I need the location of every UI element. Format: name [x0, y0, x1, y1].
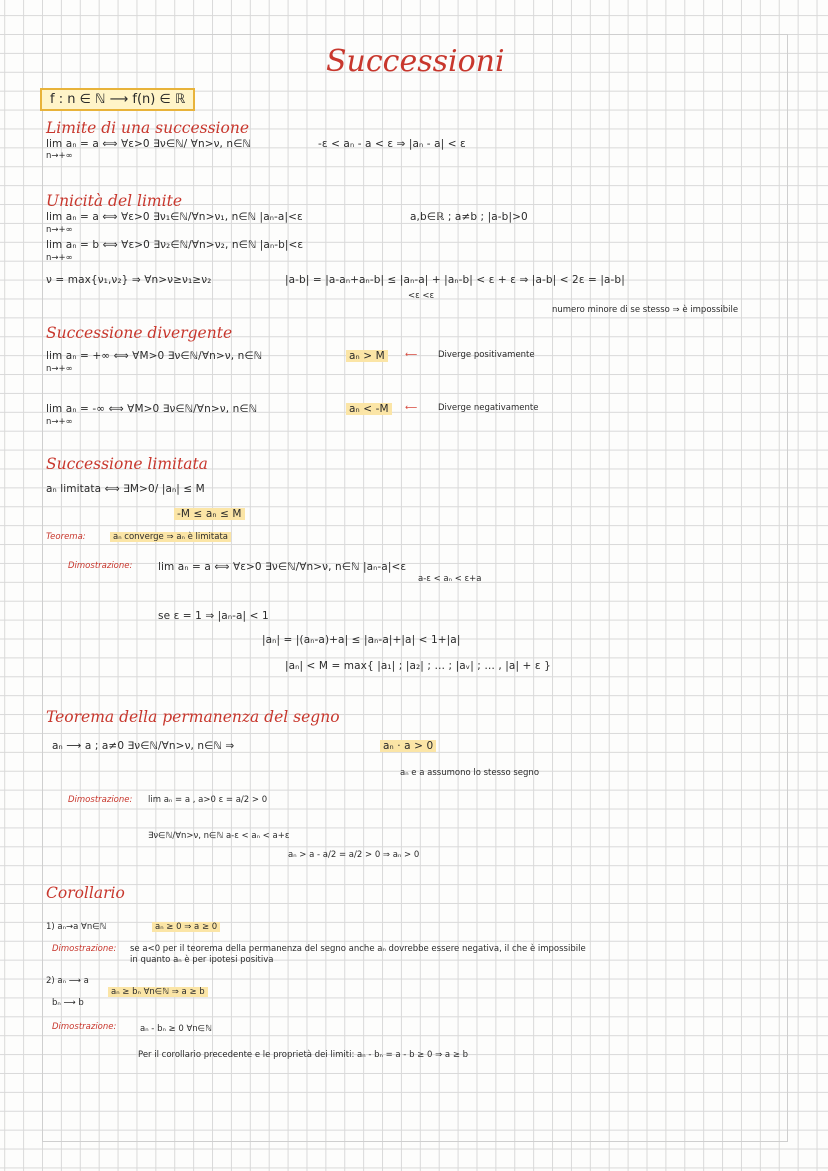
corollario-2-dim: aₙ - bₙ ≥ 0 ∀n∈ℕ [140, 1024, 212, 1034]
unicita-hypothesis: a,b∈ℝ ; a≠b ; |a-b|>0 [410, 211, 528, 223]
limite-line-b: -ε < aₙ - a < ε ⇒ |aₙ - a| < ε [318, 138, 466, 150]
permanenza-dim-1: lim aₙ = a , a>0 ε = a/2 > 0 [148, 795, 268, 805]
divergente-line-1: lim aₙ = +∞ ⟺ ∀M>0 ∃ν∈ℕ/∀n>ν, n∈ℕ [46, 350, 263, 362]
unicita-under: <ε <ε [408, 291, 435, 301]
corollario-1-dim-2: in quanto aₙ è per ipotesi positiva [130, 955, 274, 965]
heading-corollario: Corollario [46, 884, 125, 902]
permanenza-highlight: aₙ · a > 0 [380, 740, 436, 752]
heading-divergente: Successione divergente [46, 324, 233, 342]
dimostrazione-label: Dimostrazione: [68, 561, 133, 571]
limite-line: lim aₙ = a ⟺ ∀ε>0 ∃ν∈ℕ/ ∀n>ν, n∈ℕ [46, 138, 251, 150]
permanenza-line-1: aₙ ⟶ a ; a≠0 ∃ν∈ℕ/∀n>ν, n∈ℕ ⇒ [52, 740, 235, 752]
definition-box: f : n ∈ ℕ ⟶ f(n) ∈ ℝ [40, 88, 195, 111]
heading-permanenza: Teorema della permanenza del segno [46, 708, 340, 726]
limitata-dim-3: |aₙ| = |(aₙ-a)+a| ≤ |aₙ-a|+|a| < 1+|a| [262, 634, 461, 646]
divergente-highlight-1: aₙ > M [346, 350, 388, 362]
teorema-statement: aₙ converge ⇒ aₙ è limitata [110, 532, 231, 542]
permanenza-dim-2: ∃ν∈ℕ/∀n>ν, n∈ℕ a-ε < aₙ < a+ε [148, 831, 290, 841]
corollario-1-highlight: aₙ ≥ 0 ⇒ a ≥ 0 [152, 922, 220, 932]
arrow-left-icon: ⟵ [405, 350, 418, 360]
limite-sub: n→+∞ [46, 151, 73, 161]
corollario-2a: 2) aₙ ⟶ a [46, 976, 89, 986]
permanenza-note: aₙ e a assumono lo stesso segno [400, 768, 540, 778]
limitata-highlight: -M ≤ aₙ ≤ M [174, 508, 245, 520]
dimostrazione-label: Dimostrazione: [52, 1022, 117, 1032]
corollario-2-dim-2: Per il corollario precedente e le proprietà dei limiti: aₙ - bₙ = a - b ≥ 0 ⇒ a ≥ b [138, 1050, 469, 1060]
unicita-inequality: |a-b| = |a-aₙ+aₙ-b| ≤ |aₙ-a| + |aₙ-b| < ε + ε ⇒ |a-b| < 2ε = |a-b| [285, 274, 625, 286]
limitata-dim-4: |aₙ| < M = max{ |a₁| ; |a₂| ; … ; |aᵥ| ; … , |a| + ε } [285, 660, 551, 672]
unicita-note: numero minore di se stesso ⇒ è impossibile [552, 305, 739, 315]
divergente-sub-2: n→+∞ [46, 417, 73, 427]
unicita-sub-2: n→+∞ [46, 253, 73, 263]
corollario-1-dim: se a<0 per il teorema della permanenza del segno anche aₙ dovrebbe essere negativa, il che è impossibile [130, 944, 586, 954]
heading-limite: Limite di una successione [46, 119, 249, 137]
unicita-line-1: lim aₙ = a ⟺ ∀ε>0 ∃ν₁∈ℕ/∀n>ν₁, n∈ℕ |aₙ-a|<ε [46, 211, 303, 223]
corollario-1: 1) aₙ→a ∀n∈ℕ [46, 922, 107, 932]
heading-unicita: Unicità del limite [46, 192, 182, 210]
dimostrazione-label: Dimostrazione: [68, 795, 133, 805]
permanenza-dim-3: aₙ > a - a/2 = a/2 > 0 ⇒ aₙ > 0 [288, 850, 420, 860]
corollario-2b: bₙ ⟶ b [52, 998, 84, 1008]
unicita-sub-1: n→+∞ [46, 225, 73, 235]
divergente-note-2: Diverge negativamente [438, 403, 539, 413]
limitata-line-1: aₙ limitata ⟺ ∃M>0/ |aₙ| ≤ M [46, 483, 205, 495]
divergente-line-2: lim aₙ = -∞ ⟺ ∀M>0 ∃ν∈ℕ/∀n>ν, n∈ℕ [46, 403, 258, 415]
divergente-sub-1: n→+∞ [46, 364, 73, 374]
corollario-2-highlight: aₙ ≥ bₙ ∀n∈ℕ ⇒ a ≥ b [108, 987, 208, 997]
page-title: Successioni [326, 44, 505, 79]
teorema-label: Teorema: [46, 532, 86, 542]
divergente-note-1: Diverge positivamente [438, 350, 535, 360]
unicita-line-3: ν = max{ν₁,ν₂} ⇒ ∀n>ν≥ν₁≥ν₂ [46, 274, 212, 286]
heading-limitata: Successione limitata [46, 455, 208, 473]
divergente-highlight-2: aₙ < -M [346, 403, 392, 415]
arrow-left-icon: ⟵ [405, 403, 418, 413]
unicita-line-2: lim aₙ = b ⟺ ∀ε>0 ∃ν₂∈ℕ/∀n>ν₂, n∈ℕ |aₙ-b|<ε [46, 239, 304, 251]
limitata-dim-1b: a-ε < aₙ < ε+a [418, 574, 482, 584]
limitata-dim-1: lim aₙ = a ⟺ ∀ε>0 ∃ν∈ℕ/∀n>ν, n∈ℕ |aₙ-a|<ε [158, 561, 407, 573]
limitata-dim-2: se ε = 1 ⇒ |aₙ-a| < 1 [158, 610, 269, 622]
dimostrazione-label: Dimostrazione: [52, 944, 117, 954]
